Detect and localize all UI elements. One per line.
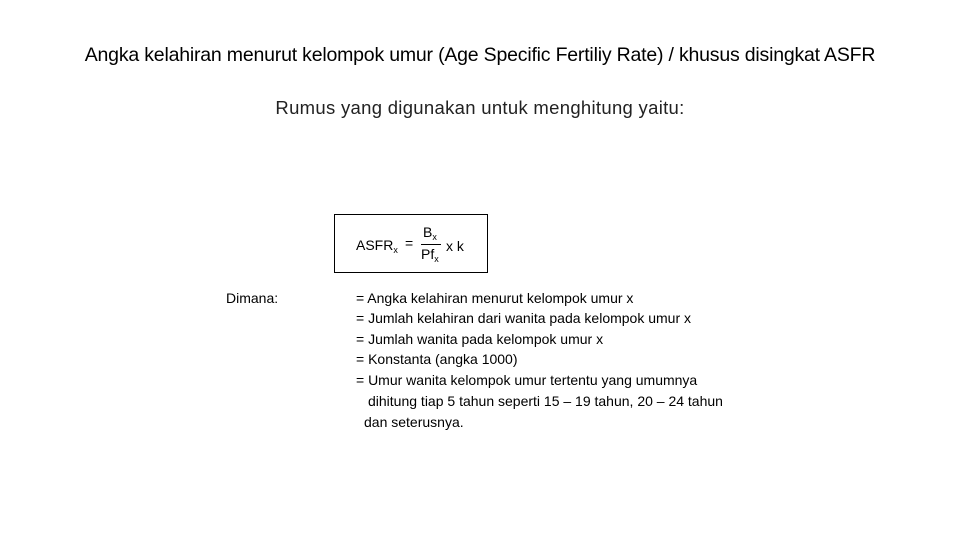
formula-numerator: $B_x$ — [423, 224, 437, 242]
formula-box — [334, 214, 488, 273]
formula-lhs: $ASFR_x$ — [356, 237, 398, 255]
definition-continuation: dan seterusnya. — [364, 414, 464, 430]
slide-title: Angka kelahiran menurut kelompok umur (Age Specific Fertiliy Rate) / khusus disingkat ASFR — [84, 44, 876, 66]
formula-denominator: $Pf_x$ — [421, 246, 439, 264]
definition-text: = Angka kelahiran menurut kelompok umur x — [356, 290, 634, 306]
definition-continuation: dihitung tiap 5 tahun seperti 15 – 19 tahun, 20 – 24 tahun — [368, 393, 723, 409]
formula-multiplier: x k — [446, 238, 464, 254]
definition-text: = Konstanta (angka 1000) — [356, 351, 518, 367]
slide-subtitle: Rumus yang digunakan untuk menghitung yaitu: — [275, 97, 685, 118]
definition-text: = Umur wanita kelompok umur tertentu yang umumnya — [356, 372, 698, 388]
fraction-bar — [421, 244, 441, 245]
definition-text: = Jumlah kelahiran dari wanita pada kelompok umur x — [356, 310, 692, 326]
definitions-label: Dimana: — [226, 290, 279, 306]
definition-text: = Jumlah wanita pada kelompok umur x — [356, 331, 604, 347]
formula-equals: = — [405, 235, 414, 251]
